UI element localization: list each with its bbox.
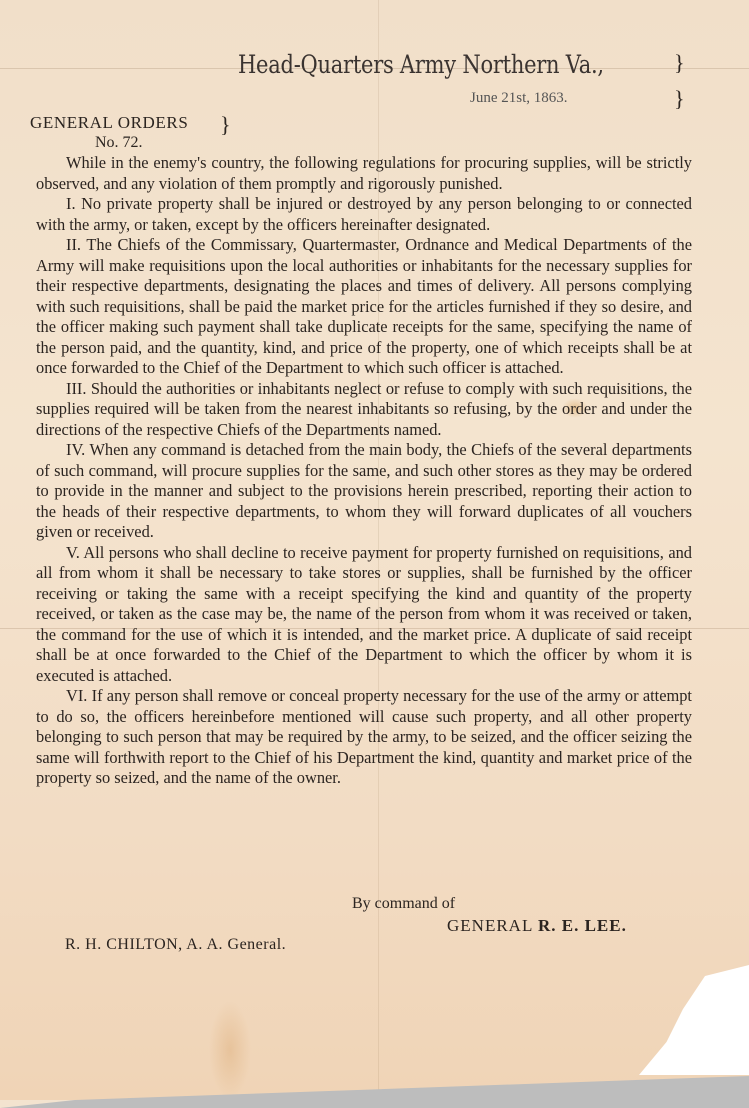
brace-icon: } <box>674 86 685 111</box>
brace-icon: } <box>674 50 685 75</box>
order-body <box>36 153 692 789</box>
article-vi: VI. If any person shall remove or conceal property necessary for the use of the army or attempt to do so, the officers hereinbefore mentioned will cause such property, and all other property belonging to such person that may be required by the army, to be seized, and the officer seizing the same will forthwith report to the Chief of his Department the kind, quantity and market price of the property so seized, and the name of the owner. <box>36 686 692 787</box>
general-prefix: GENERAL <box>447 916 533 935</box>
order-date: June 21st, 1863. <box>470 90 568 106</box>
article-v: V. All persons who shall decline to receive payment for property furnished on requisitions, and all from whom it shall be necessary to take stores or supplies, shall be furnished by the officer receiving or taking the same with a receipt specifying the kind and quantity of the property received, or taken as the case may be, the name of the person from whom it was received or taken, the command for the use of which it is intended, and the market price. A duplicate of said receipt shall be at once forwarded to the Chief of the Department to which the officer by whom it is executed is attached. <box>36 542 692 685</box>
general-name: R. E. LEE. <box>537 916 627 935</box>
brace-icon: } <box>220 112 231 137</box>
scan-background <box>0 1068 749 1108</box>
general-orders-label: GENERAL ORDERS <box>30 113 189 132</box>
general-signature <box>447 916 627 936</box>
order-number: No. 72. <box>95 134 143 151</box>
adjutant-signature: R. H. CHILTON, A. A. General. <box>65 936 287 953</box>
article-i: I. No private property shall be injured or destroyed by any person belonging to or connected with the army, or taken, except by the officers hereinafter designated. <box>36 194 692 234</box>
article-ii: II. The Chiefs of the Commissary, Quartermaster, Ordnance and Medical Departments of the Army will make requisitions upon the local authorities or inhabitants for the necessary supplies for their respective departments, designating the places and times of delivery. All persons complying with such requisitions, shall be paid the market price for the articles furnished if they so desire, and the officer making such payment shall take duplicate receipts for the same, specifying the name of the person paid, and the quantity, kind, and price of the property, one of which receipts shall be at once forwarded to the Chief of the Department to which such officer is attached. <box>36 235 692 377</box>
preamble: While in the enemy's country, the following regulations for procuring supplies, will be strictly observed, and any violation of them promptly and rigorously punished. <box>36 153 692 193</box>
torn-corner <box>639 965 749 1075</box>
article-iv: IV. When any command is detached from the main body, the Chiefs of the several departments of such command, will procure supplies for the same, and such other stores as they may be ordered to provide in the manner and subject to the provisions herein prescribed, reporting their action to the heads of their respective departments, to whom they will forward duplicates of all vouchers given or received. <box>36 440 692 541</box>
article-iii: III. Should the authorities or inhabitants neglect or refuse to comply with such requisitions, the supplies required will be taken from the nearest inhabitants so refusing, by the order and under the directions of the respective Chiefs of the Departments named. <box>36 378 692 439</box>
by-command-text: By command of <box>352 895 456 912</box>
header-title: Head-Quarters Army Northern Va., <box>238 50 604 79</box>
